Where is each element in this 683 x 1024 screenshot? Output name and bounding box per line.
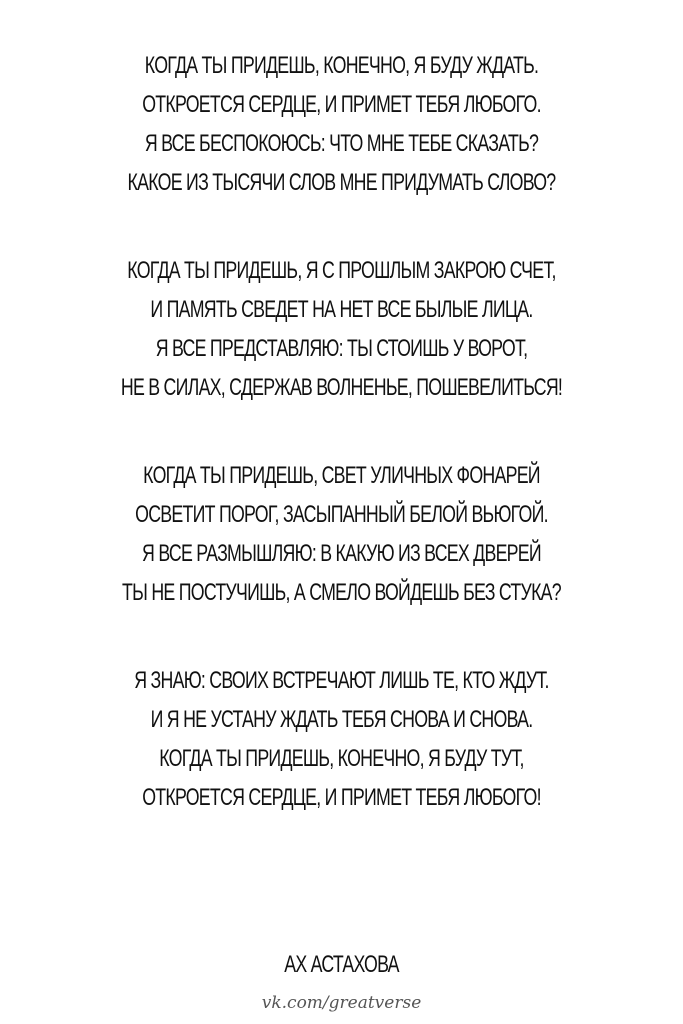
poem-line: И ПАМЯТЬ СВЕДЕТ НА НЕТ ВСЕ БЫЛЫЕ ЛИЦА. bbox=[150, 296, 533, 323]
poem-line: Я ВСЕ БЕСПОКОЮСЬ: ЧТО МНЕ ТЕБЕ СКАЗАТЬ? bbox=[144, 130, 539, 157]
poem-line: Я ВСЕ ПРЕДСТАВЛЯЮ: ТЫ СТОИШЬ У ВОРОТ, bbox=[155, 335, 528, 362]
poem-line: Я ЗНАЮ: СВОИХ ВСТРЕЧАЮТ ЛИШЬ ТЕ, КТО ЖДУТ. bbox=[134, 667, 549, 694]
source-signature: vk.com/greatverse bbox=[261, 993, 422, 1013]
poem-line: ОТКРОЕТСЯ СЕРДЦЕ, И ПРИМЕТ ТЕБЯ ЛЮБОГО. bbox=[142, 91, 541, 118]
poem-line: ОСВЕТИТ ПОРОГ, ЗАСЫПАННЫЙ БЕЛОЙ ВЬЮГОЙ. bbox=[135, 501, 548, 528]
author-name: АХ АСТАХОВА bbox=[284, 951, 399, 978]
poem-line: КОГДА ТЫ ПРИДЕШЬ, СВЕТ УЛИЧНЫХ ФОНАРЕЙ bbox=[143, 462, 540, 489]
poem-line: КАКОЕ ИЗ ТЫСЯЧИ СЛОВ МНЕ ПРИДУМАТЬ СЛОВО? bbox=[127, 169, 556, 196]
poem-line: И Я НЕ УСТАНУ ЖДАТЬ ТЕБЯ СНОВА И СНОВА. bbox=[150, 706, 533, 733]
poem-line: Я ВСЕ РАЗМЫШЛЯЮ: В КАКУЮ ИЗ ВСЕХ ДВЕРЕЙ bbox=[142, 540, 541, 567]
stanza-3 bbox=[0, 456, 683, 612]
poem-line: КОГДА ТЫ ПРИДЕШЬ, Я С ПРОШЛЫМ ЗАКРОЮ СЧЕТ, bbox=[127, 257, 556, 284]
poem-line: ОТКРОЕТСЯ СЕРДЦЕ, И ПРИМЕТ ТЕБЯ ЛЮБОГО! bbox=[142, 784, 541, 811]
poem-line: НЕ В СИЛАХ, СДЕРЖАВ ВОЛНЕНЬЕ, ПОШЕВЕЛИТЬСЯ! bbox=[120, 374, 563, 401]
stanza-1 bbox=[0, 46, 683, 202]
poem-body bbox=[0, 46, 683, 866]
stanza-4 bbox=[0, 661, 683, 817]
poem-line: КОГДА ТЫ ПРИДЕШЬ, КОНЕЧНО, Я БУДУ ТУТ, bbox=[159, 745, 524, 772]
poem-line: ТЫ НЕ ПОСТУЧИШЬ, А СМЕЛО ВОЙДЕШЬ БЕЗ СТУКА? bbox=[122, 579, 561, 606]
poem-line: КОГДА ТЫ ПРИДЕШЬ, КОНЕЧНО, Я БУДУ ЖДАТЬ. bbox=[144, 52, 539, 79]
stanza-2 bbox=[0, 251, 683, 407]
